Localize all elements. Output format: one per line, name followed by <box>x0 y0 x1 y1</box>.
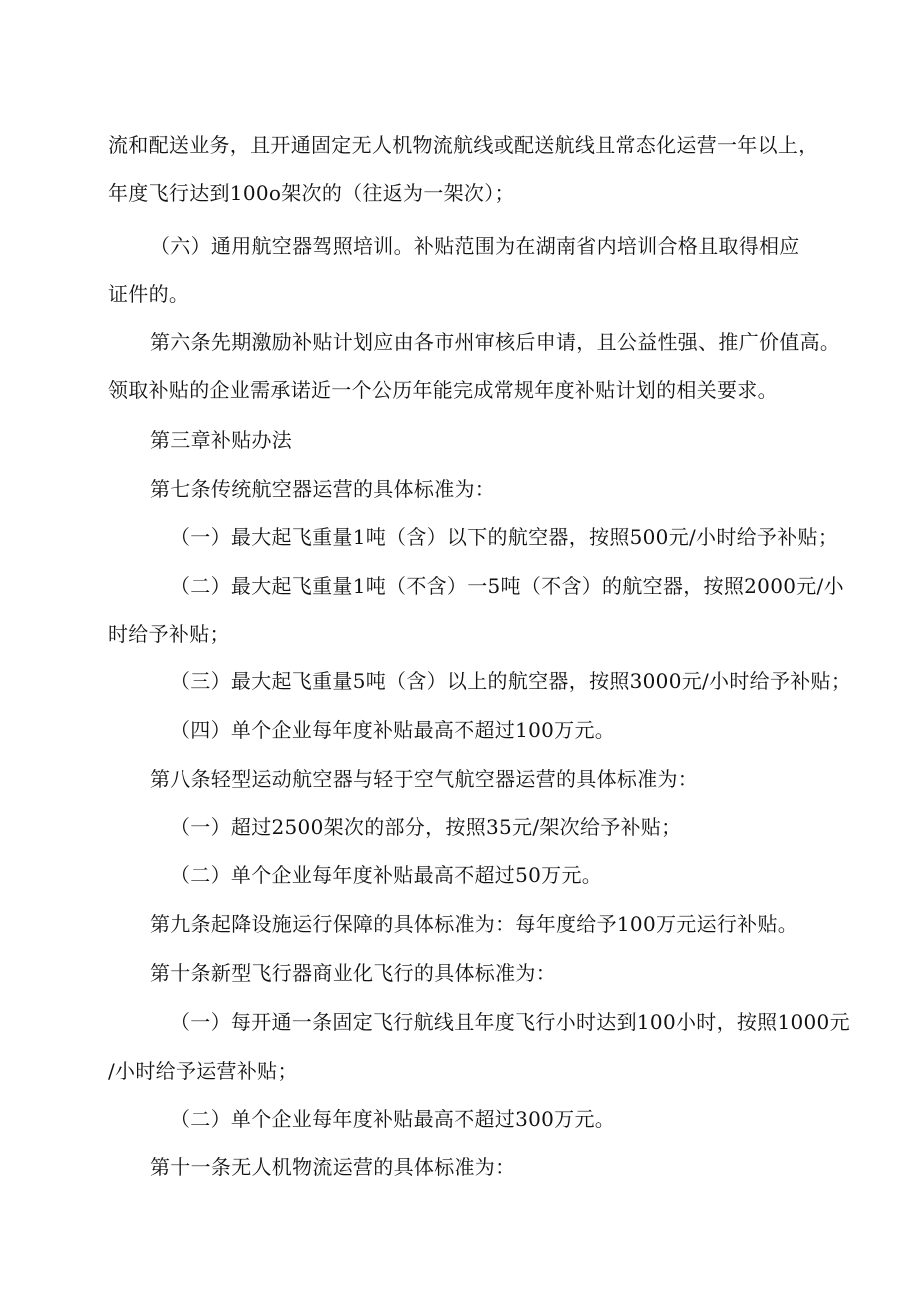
text-line: 第七条传统航空器运营的具体标准为： <box>150 477 496 501</box>
text-line: 时给予补贴； <box>108 622 230 646</box>
text-line: （三）最大起飞重量5吨（含）以上的航空器，按照3000元/小时给予补贴； <box>170 669 852 693</box>
text-line: （二）单个企业每年度补贴最高不超过300万元。 <box>170 1107 616 1131</box>
text-line: 年度飞行达到100o架次的（往返为一架次）； <box>108 181 515 205</box>
text-line: 流和配送业务，且开通固定无人机物流航线或配送航线且常态化运营一年以上， <box>108 133 819 157</box>
text-line: （二）最大起飞重量1吨（不含）一5吨（不含）的航空器，按照2000元/小 <box>170 574 844 598</box>
text-line: 第六条先期激励补贴计划应由各市州审核后申请，且公益性强、推广价值高。 <box>150 330 841 354</box>
text-line: 领取补贴的企业需承诺近一个公历年能完成常规年度补贴计划的相关要求。 <box>108 378 778 402</box>
text-line: （一）每开通一条固定飞行航线且年度飞行小时达到100小时，按照1000元 <box>170 1010 850 1034</box>
text-line: （一）超过2500架次的部分，按照35元/架次给予补贴； <box>170 815 682 839</box>
text-line: /小时给予运营补贴； <box>108 1059 298 1083</box>
section-heading: 第三章补贴办法 <box>150 428 293 452</box>
text-line: （四）单个企业每年度补贴最高不超过100万元。 <box>170 718 616 742</box>
text-line: 第八条轻型运动航空器与轻于空气航空器运营的具体标准为： <box>150 767 699 791</box>
text-line: 第十一条无人机物流运营的具体标准为： <box>150 1155 516 1179</box>
text-line: 证件的。 <box>108 282 190 306</box>
text-line: （一）最大起飞重量1吨（含）以下的航空器，按照500元/小时给予补贴； <box>170 525 839 549</box>
text-line: 第十条新型飞行器商业化飞行的具体标准为： <box>150 961 556 985</box>
text-line: （六）通用航空器驾照培训。补贴范围为在湖南省内培训合格且取得相应 <box>150 234 800 258</box>
text-line: （二）单个企业每年度补贴最高不超过50万元。 <box>170 863 603 887</box>
text-line: 第九条起降设施运行保障的具体标准为：每年度给予100万元运行补贴。 <box>150 912 799 936</box>
